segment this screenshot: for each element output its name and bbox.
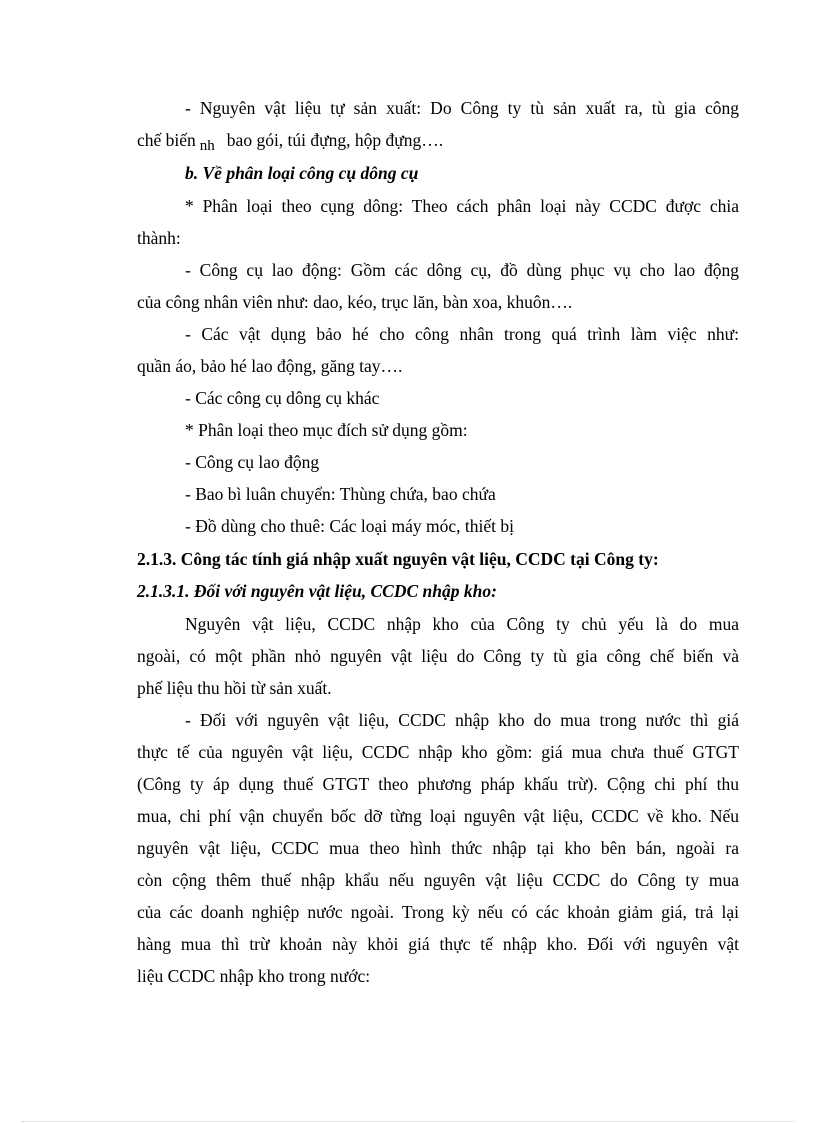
paragraph-line: - Công cụ lao động: Gồm các dông cụ, đồ dùng phục vụ cho lao động xyxy=(185,260,739,280)
paragraph-line: - Đối với nguyên vật liệu, CCDC nhập kho do mua trong nước thì giá xyxy=(185,710,739,730)
page-bottom-rule xyxy=(22,1121,794,1122)
text-span: bao gói, túi đựng, hộp đựng…. xyxy=(226,130,444,150)
paragraph-line: phế liệu thu hồi từ sản xuất. xyxy=(137,678,332,698)
paragraph-line: - Các vật dụng bảo hé cho công nhân trong quá trình làm việc như: xyxy=(185,324,739,344)
paragraph-line: thành: xyxy=(137,228,181,248)
paragraph-line: - Công cụ lao động xyxy=(185,452,320,472)
paragraph-line: (Công ty áp dụng thuế GTGT theo phương pháp khấu trừ). Cộng chi phí thu xyxy=(137,774,739,794)
paragraph-line: - Các công cụ dông cụ khác xyxy=(185,388,380,408)
section-heading-2-1-3: 2.1.3. Công tác tính giá nhập xuất nguyên vật liệu, CCDC tại Công ty: xyxy=(137,549,659,569)
paragraph-line: nguyên vật liệu, CCDC mua theo hình thức nhập tại kho bên bán, ngoài ra xyxy=(137,838,739,858)
section-heading-b: b. Về phân loại công cụ dông cụ xyxy=(185,163,419,183)
paragraph-line: - Đồ dùng cho thuê: Các loại máy móc, thiết bị xyxy=(185,516,515,536)
paragraph-line: thực tế của nguyên vật liệu, CCDC nhập kho gồm: giá mua chưa thuế GTGT xyxy=(137,742,739,762)
paragraph-line: liệu CCDC nhập kho trong nước: xyxy=(137,966,371,986)
paragraph-line: quần áo, bảo hé lao động, găng tay…. xyxy=(137,356,403,376)
paragraph-line: hàng mua thì trừ khoản này khỏi giá thực tế nhập kho. Đối với nguyên vật xyxy=(137,934,739,954)
paragraph-line: của các doanh nghiệp nước ngoài. Trong kỳ nếu có các khoản giảm giá, trả lại xyxy=(137,902,739,922)
paragraph-line: - Nguyên vật liệu tự sản xuất: Do Công ty tù sản xuất ra, tù gia công xyxy=(185,98,739,118)
paragraph-line: Nguyên vật liệu, CCDC nhập kho của Công ty chủ yếu là do mua xyxy=(185,614,739,634)
subscript-text: nh xyxy=(199,138,215,154)
text-span: chế biến xyxy=(137,130,196,150)
paragraph-line: mua, chi phí vận chuyển bốc dỡ từng loại nguyên vật liệu, CCDC về kho. Nếu xyxy=(137,806,739,826)
paragraph-line: - Bao bì luân chuyển: Thùng chứa, bao chứa xyxy=(185,484,496,504)
paragraph-line: còn cộng thêm thuế nhập khẩu nếu nguyên vật liệu CCDC do Công ty mua xyxy=(137,870,739,890)
paragraph-line: của công nhân viên như: dao, kéo, trục lăn, bàn xoa, khuôn…. xyxy=(137,292,573,312)
paragraph-line xyxy=(137,129,739,153)
paragraph-line: ngoài, có một phần nhỏ nguyên vật liệu do Công ty tù gia công chế biến và xyxy=(137,646,739,666)
paragraph-line: * Phân loại theo mục đích sử dụng gồm: xyxy=(185,420,468,440)
paragraph-line: * Phân loại theo cụng dông: Theo cách phân loại này CCDC được chia xyxy=(185,196,739,216)
section-heading-2-1-3-1: 2.1.3.1. Đối với nguyên vật liệu, CCDC nhập kho: xyxy=(137,581,497,601)
